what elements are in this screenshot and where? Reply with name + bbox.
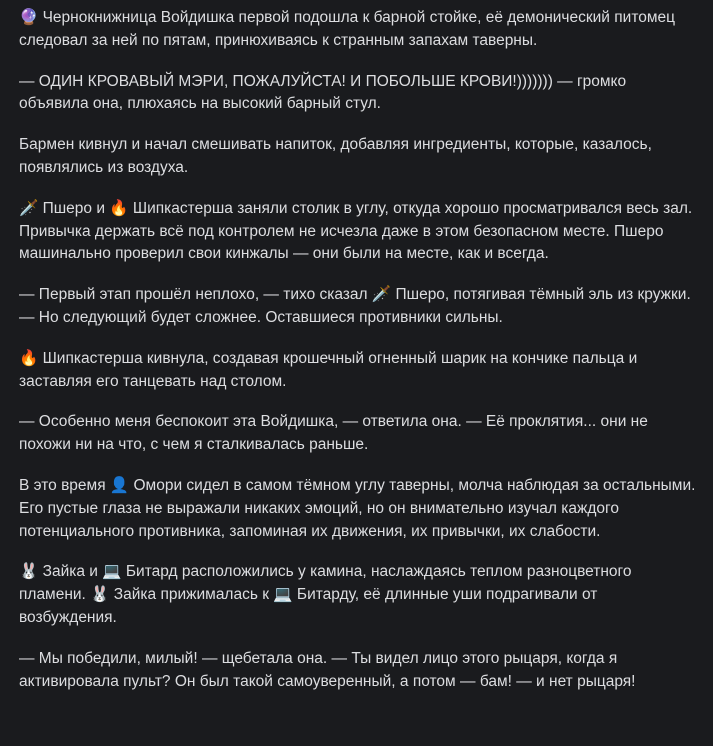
story-paragraph-6: 🔥 Шипкастерша кивнула, создавая крошечный огненный шарик на кончике пальца и заставляя его танцевать над столом. <box>19 349 638 390</box>
story-paragraph-8: В это время 👤 Омори сидел в самом тёмном углу таверны, молча наблюдая за остальными. Его пустые глаза не выражали никаких эмоций, но он внимательно изучал каждого потенциального противника, запоминая их движения, их привычки, их слабости. <box>19 476 696 540</box>
story-paragraph-7: — Особенно меня беспокоит эта Войдишка, — ответила она. — Её проклятия... они не похожи ни на что, с чем я сталкивалась раньше. <box>19 413 648 454</box>
story-paragraph-4: 🗡️ Пшеро и 🔥 Шипкастерша заняли столик в углу, откуда хорошо просматривался весь зал. Привычка держать всё под контролем не исчезла даже в этом безопасном месте. Пшеро машинально проверил свои кинжалы — они были на месте, как и всегда. <box>19 199 693 263</box>
story-paragraph-3: Бармен кивнул и начал смешивать напиток, добавляя ингредиенты, которые, казалось, появлялись из воздуха. <box>19 136 652 176</box>
story-text <box>19 7 699 711</box>
story-paragraph-9: 🐰 Зайка и 💻 Битард расположились у камина, наслаждаясь теплом разноцветного пламени. 🐰 Зайка прижималась к 💻 Битарду, её длинные уши подрагивали от возбуждения. <box>19 563 632 626</box>
story-paragraph-10: — Мы победили, милый! — щебетала она. — Ты видел лицо этого рыцаря, когда я активировала пульт? Он был такой самоуверенный, а потом — бам! — и нет рыцаря! <box>19 649 636 690</box>
story-paragraph-2: — ОДИН КРОВАВЫЙ МЭРИ, ПОЖАЛУЙСТА! И ПОБОЛЬШЕ КРОВИ!))))))) — громко объявила она, плюхаясь на высокий барный стул. <box>19 72 627 113</box>
story-paragraph-5: — Первый этап прошёл неплохо, — тихо сказал 🗡️ Пшеро, потягивая тёмный эль из кружки. — Но следующий будет сложнее. Оставшиеся противники сильны. <box>19 286 691 326</box>
story-paragraph-1: 🔮 Чернокнижница Войдишка первой подошла к барной стойке, её демонический питомец следовал за ней по пятам, принюхиваясь к странным запахам таверны. <box>19 9 676 49</box>
